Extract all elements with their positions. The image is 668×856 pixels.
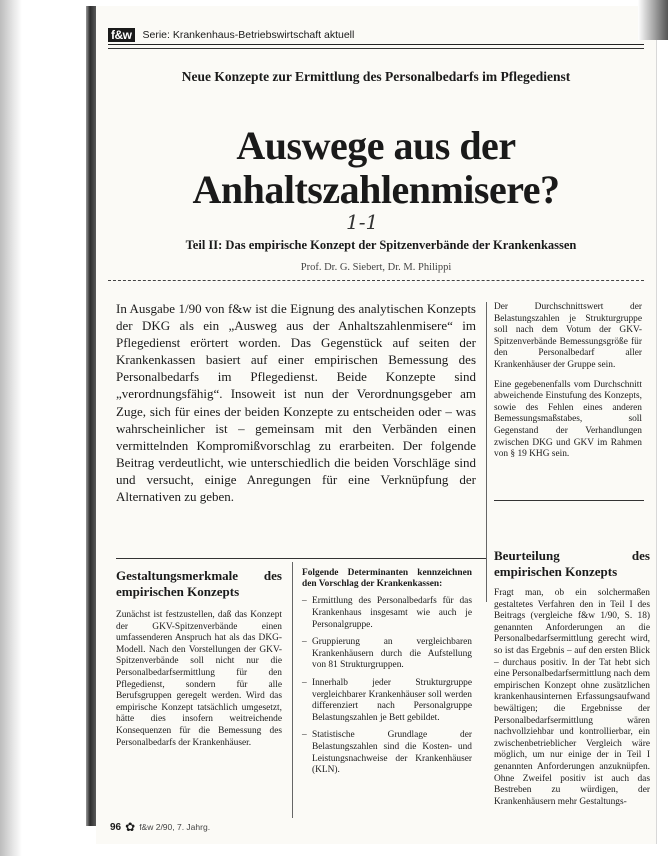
section-heading-assessment: Beurteilung des empirischen Konzepts [494,548,650,579]
column-divider [486,302,487,602]
binder-edge [86,6,96,826]
page-footer [110,820,210,834]
determinants-list [302,596,472,776]
flower-icon: ✿ [125,820,136,834]
series-title: Serie: Krankenhaus-Betriebswirtschaft aktuell [142,29,355,41]
article-authors: Prof. Dr. G. Siebert, Dr. M. Philippi [300,262,452,273]
article-subtitle: Teil II: Das empirische Konzept der Spitzenverbände der Krankenkassen [185,238,577,252]
page-number: 96 [110,821,122,833]
scan-edge [0,0,22,856]
middle-column-box [302,568,472,783]
handwritten-note: 1-1 [346,210,379,234]
header-rule [108,48,644,49]
article-headline [126,124,626,212]
magazine-page [96,6,657,844]
issue-source: f&w 2/90, 7. Jahrg. [139,822,211,832]
section-heading-features: Gestaltungsmerkmale des empirischen Konzepts [116,568,282,599]
right-paragraph-2: Eine gegebenenfalls vom Durchschnitt abweichende Einstufung des Konzepts, sowie des Fehlen eines anderen Bemessungsmaßstabes, soll Gegenstand der Verhandlungen zwischen DKG und GKV im Rahmen von § 19 KHG sein. [494,379,642,460]
lower-section-rule [116,558,486,559]
lower-column-divider [292,562,293,818]
list-item: – Ermittlung des Personalbedarfs für das Krankenhaus insgesamt wie auch je Personalgruppe. [302,596,472,631]
article-kicker: Neue Konzepte zur Ermittlung des Personalbedarfs im Pflegedienst [181,69,571,84]
features-text: Zunächst ist festzustellen, daß das Konzept der GKV-Spitzenverbände einen umfassenderen Anspruch hat als das DKG-Modell. Nach den Vorstellungen der GKV-Spitzenverbände soll nicht nur die Personalbedarfsermittlung für den Pflegedienst, sondern für alle Berufsgruppen geregelt werden. Wird das empirische Konzept tatsächlich umgesetzt, hätte dies insofern weitreichende Konsequenzen für die Bemessung des Personalbedarfs der Krankenhäuser. [116,610,282,748]
section-rule [494,500,644,501]
right-column-bottom [494,548,650,808]
fw-logo: f&w [108,28,135,42]
left-column [116,568,282,749]
intro-paragraph: In Ausgabe 1/90 von f&w ist die Eignung des analytischen Konzepts der DKG als ein „Ausweg aus der Anhaltszahlenmisere“ im Pflegedienst erörtert worden. Das Gegenstück auf seiten der Krankenkassen basiert auf einer empirischen Bemessung des Personalbedarfs im Pflegedienst. Beide Konzepte sind „verordnungsfähig“. Insoweit ist nun der Verordnungsgeber am Zuge, sich für eines der beiden Konzepte zu entscheiden oder – was wahrscheinlicher ist – gemeinsam mit den Verbänden einen vermittelnden Kompromißvorschlag zu erarbeiten. Der folgende Beitrag verdeutlicht, wie unterschiedlich die beiden Vorschläge sind und versucht, einige Anregungen für eine Verknüpfung der Alternativen zu geben. [116,301,476,505]
determinants-heading: Folgende Determinanten kennzeichnen den Vorschlag der Krankenkassen: [302,568,472,590]
scan-corner [638,0,668,40]
assessment-text: Fragt man, ob ein solchermaßen gestaltetes Verfahren den in Teil I des Beitrags (vergleiche f&w 1/90, S. 18) genannten Anforderungen an die Personalbedarfsermittlung gerecht wird, so ist das Ergebnis – auf den ersten Blick – durchaus positiv. In der Tat hebt sich eine Personalbedarfsermittlung nach dem empirischen Konzept ohne zusätzlichen krankenhausinternen Erfassungsaufwand bewältigen; die Ergebnisse der Personalbedarfsermittlung wären nachvollziehbar und kontrollierbar, ein zwischenbetrieblicher Vergleich wäre möglich, um nur einige der in Teil I genannten Anforderungen anzuknüpfen. Ohne Zweifel positiv ist auch das Bestreben zu würdigen, der Krankenhäusern mehr Gestaltungs- [494,588,650,807]
list-item: – Gruppierung an vergleichbaren Krankenhäusern durch die Aufstellung von 81 Strukturgruppen. [302,637,472,672]
list-item: – Statistische Grundlage der Belastungszahlen sind die Kosten- und Leistungsnachweise der Krankenhäuser (KLN). [302,730,472,776]
series-header [108,26,644,45]
headline-line-1: Auswege aus der [236,123,516,168]
headline-line-2: Anhaltszahlenmisere? [192,167,560,212]
right-column-top [494,302,642,469]
list-item: – Innerhalb jeder Strukturgruppe vergleichbarer Krankenhäuser soll werden differenziert nach Personalgruppe Belastungszahlen je Bett gebildet. [302,678,472,724]
title-divider [108,280,644,281]
right-paragraph-1: Der Durchschnittswert der Belastungszahlen je Strukturgruppe soll nach dem Votum der GKV-Spitzenverbände Bemessungsgröße für den Personalbedarf aller Krankenhäuser der Gruppe sein. [494,302,642,370]
